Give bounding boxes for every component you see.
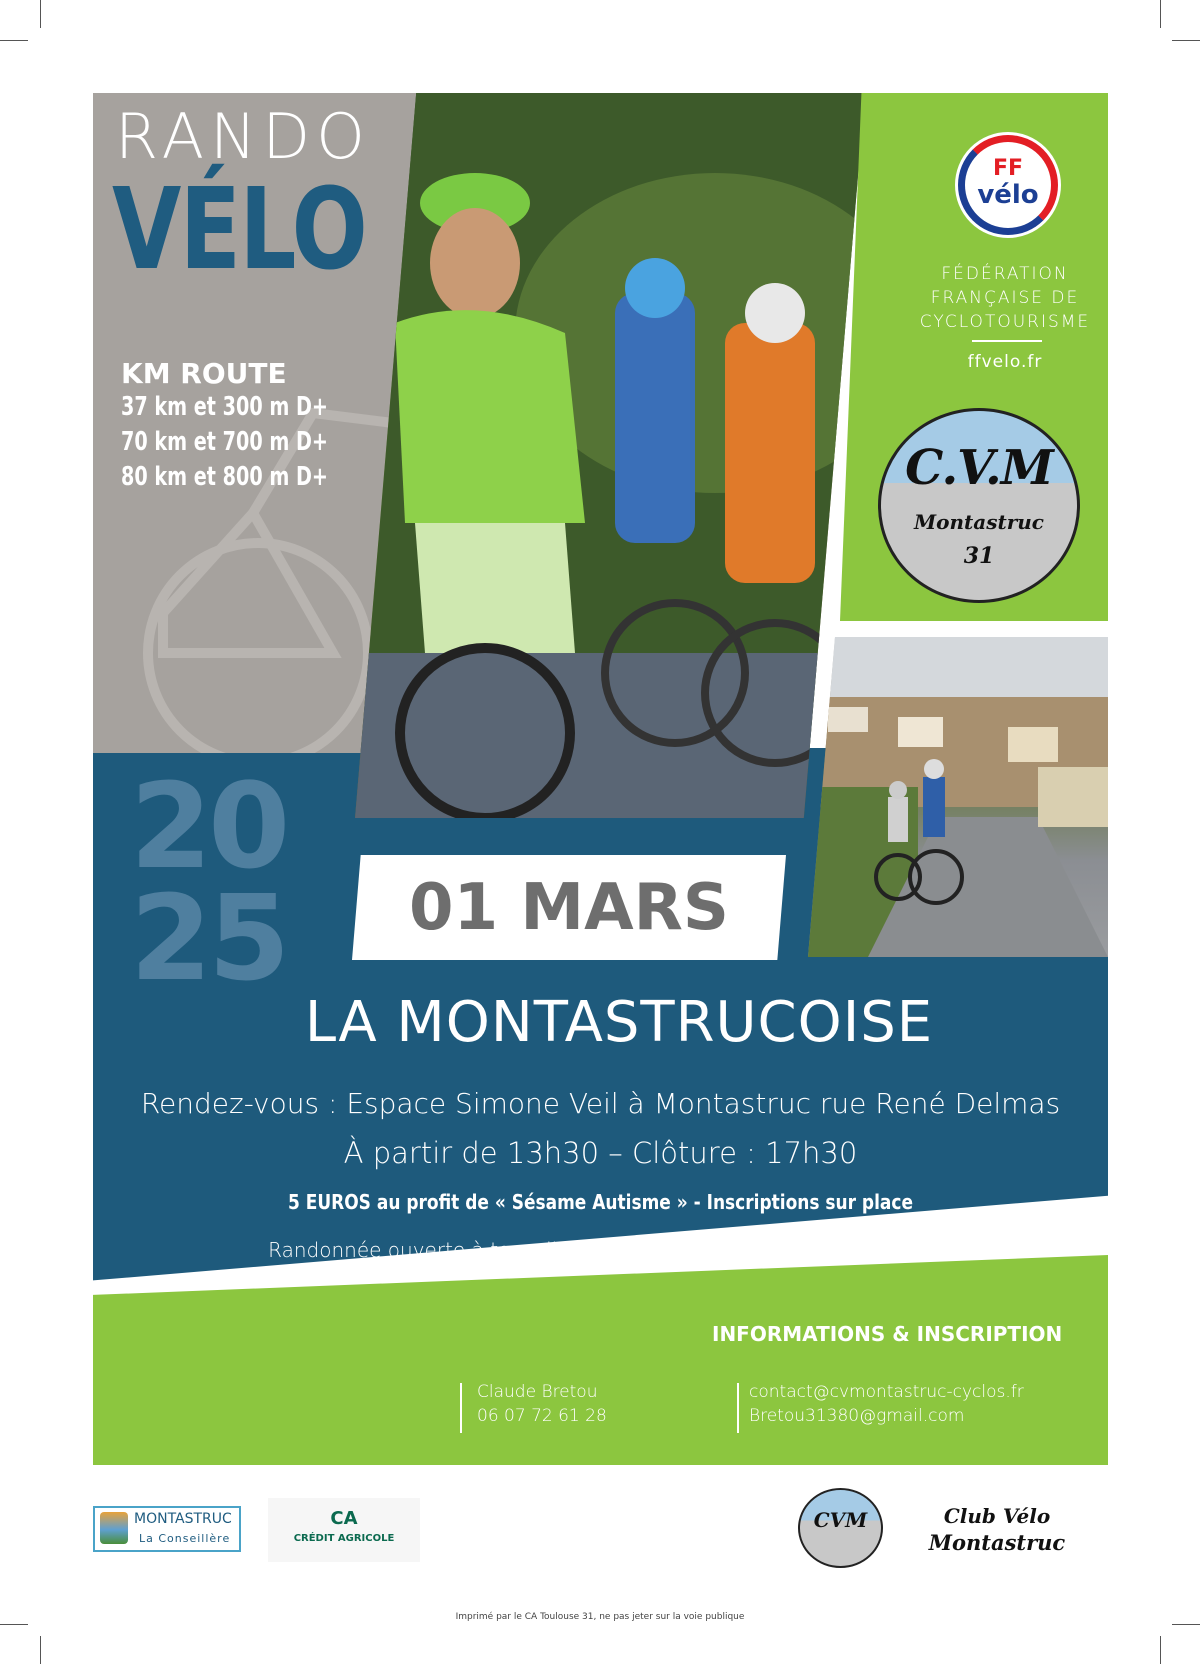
contact-phone[interactable]: 06 07 72 61 28: [477, 1406, 607, 1426]
title-velo: VÉLO: [112, 165, 367, 295]
cvm-number: 31: [963, 543, 995, 569]
federation-line: FÉDÉRATION: [941, 264, 1069, 284]
cvm-initials: C.V.M: [905, 440, 1053, 496]
club-name-line2: Montastruc: [928, 1530, 1066, 1555]
montastruc-name: MONTASTRUC: [134, 1511, 232, 1527]
cyclist-illustration: [355, 93, 865, 818]
cvm-club-logo: [878, 408, 1080, 603]
crop-mark: [0, 1624, 28, 1625]
village-cyclists-photo: [808, 637, 1108, 957]
cvm-small-initials: CVM: [813, 1508, 868, 1532]
info-heading: INFORMATIONS & INSCRIPTION: [712, 1322, 1063, 1346]
crop-mark: [1160, 1636, 1161, 1664]
year-bottom: 25: [130, 869, 287, 1007]
village-illustration: [808, 637, 1108, 957]
crop-mark: [1172, 1624, 1200, 1625]
open-text: Randonnée ouverte à tous, licenciés ou non - Ravitaillement offert: [268, 1238, 933, 1262]
hours-text: À partir de 13h30 – Clôture : 17h30: [343, 1136, 858, 1170]
price-text: 5 EUROS au profit de « Sésame Autisme » - Inscriptions sur place: [287, 1190, 914, 1214]
crop-mark: [40, 1636, 41, 1664]
green-band: [93, 1255, 1108, 1465]
print-note: Imprimé par le CA Toulouse 31, ne pas jeter sur la voie publique: [455, 1612, 745, 1622]
divider: [972, 340, 1042, 342]
event-date: 01 MARS: [409, 871, 729, 945]
federation-text: [900, 262, 1110, 334]
credit-agricole-mark: CA: [330, 1508, 358, 1529]
crop-mark: [1160, 0, 1161, 28]
ffvelo-url[interactable]: ffvelo.fr: [967, 352, 1043, 372]
club-name-line1: Club Vélo: [943, 1504, 1051, 1528]
route-heading: KM ROUTE: [121, 357, 287, 390]
credit-agricole-name: CRÉDIT AGRICOLE: [293, 1533, 395, 1544]
cyclist-photo: [355, 93, 865, 818]
event-title: LA MONTASTRUCOISE: [304, 990, 934, 1055]
route-line: 80 km et 800 m D+: [121, 462, 329, 492]
ffvelo-ff: FF: [992, 156, 1024, 181]
federation-line: CYCLOTOURISME: [919, 312, 1091, 332]
contact-email-link[interactable]: contact@cvmontastruc-cyclos.fr: [749, 1382, 1024, 1402]
contact-divider: [737, 1383, 739, 1433]
crop-mark: [0, 40, 28, 41]
rendezvous-text: Rendez-vous : Espace Simone Veil à Montastruc rue René Delmas: [140, 1087, 1061, 1120]
year-top: 20: [130, 757, 287, 895]
route-line: 70 km et 700 m D+: [121, 427, 329, 457]
title-rando: RANDO: [115, 100, 371, 173]
montastruc-subtitle: La Conseillère: [139, 1532, 231, 1545]
ffvelo-velo: vélo: [977, 180, 1039, 210]
crop-mark: [40, 0, 41, 28]
federation-line: FRANÇAISE DE: [930, 288, 1080, 308]
route-line: 37 km et 300 m D+: [121, 392, 329, 422]
crop-mark: [1172, 40, 1200, 41]
contact-divider: [460, 1383, 462, 1433]
cvm-town: Montastruc: [914, 510, 1044, 534]
contact-email-link[interactable]: Bretou31380@gmail.com: [749, 1406, 965, 1426]
contact-name: Claude Bretou: [477, 1382, 598, 1402]
montastruc-emblem-icon: [100, 1512, 128, 1544]
